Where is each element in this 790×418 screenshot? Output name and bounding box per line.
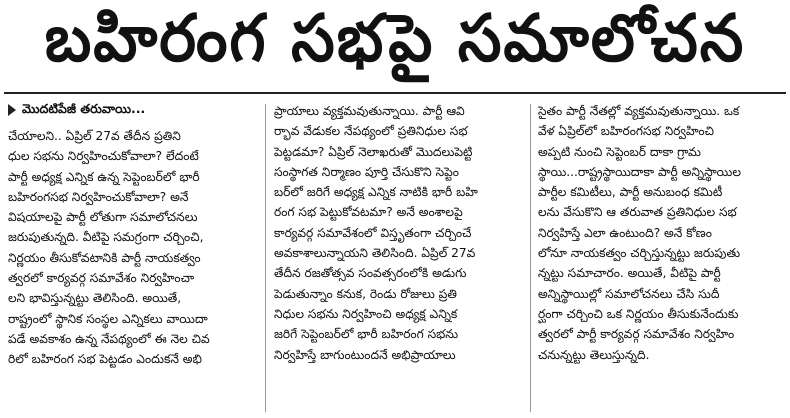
- text-line: లోనూ నాయకత్వం చర్చిస్తున్నట్టు జరుపుతు: [538, 246, 741, 261]
- text-line: రాష్ట్రంలో స్థానిక సంస్థల ఎన్నికలు వాయిదా: [8, 311, 208, 326]
- text-line: తేదీన రజతోత్సవ సంవత్సరంలోకి అడుగు: [274, 266, 467, 281]
- text-line: ర్భావ వేడుకల నేపథ్యంలో ప్రతినిధుల సభ: [274, 124, 468, 139]
- text-line: అవకాశాలున్నాయని తెలిసింది. ఏప్రిల్‌ 27వ: [274, 246, 476, 261]
- continuation-label: మొదటిపేజీ తరువాయి...: [22, 100, 146, 116]
- text-line: త్వరలో పార్టీ కార్యవర్గ సమావేశం నిర్వహిం: [538, 327, 735, 342]
- text-line: స్థాయి...రాష్ట్రస్థాయిదాకా పార్టీ అన్నిస్థాయిల: [538, 164, 741, 179]
- text-line: నిర్వహిస్తే ఎలా ఉంటుంది? అనే కోణం: [538, 225, 712, 240]
- headline-rule: [4, 92, 786, 94]
- text-line: న్నట్టు సమాచారం. అయితే, వీటిపై పార్టీ: [538, 266, 721, 281]
- text-line: వేళ ఏప్రిల్‌లో బహిరంగసభ నిర్వహించి: [538, 124, 714, 139]
- text-line: త్వరలో కార్యవర్గ సమావేశం నిర్వహించా: [8, 271, 195, 286]
- text-line: ధుల సభను నిర్వహించుకోవాలా? లేదంటే: [8, 149, 199, 164]
- text-line: లని భావిస్తున్నట్టు తెలిసింది. అయితే,: [8, 291, 182, 306]
- text-line: అప్పటి నుంచి సెప్టెంబర్‌ దాకా గ్రామ: [538, 144, 701, 159]
- column-divider: [530, 104, 531, 412]
- text-line: రిలో బహిరంగ సభ పెట్టడం ఎందుకనే అభి: [8, 352, 202, 367]
- text-line: విషయాలపై పార్టీ లోతుగా సమాలోచనలు: [8, 210, 198, 225]
- triangle-bullet-icon: [8, 104, 16, 116]
- text-line: ప్రాయాలు వ్యక్తమవుతున్నాయి. పార్టీ ఆవి: [274, 104, 465, 118]
- text-line: పార్టీ అధ్యక్ష ఎన్నిక ఉన్న సెప్టెంబర్‌లో భారీ: [8, 169, 200, 184]
- article-column-1: [8, 126, 255, 370]
- text-line: రంగ సభ పెట్టుకోవటమా? అనే అంశాలపై: [274, 205, 463, 220]
- text-line: బహిరంగసభ నిర్వహించుకోవాలా? అనే: [8, 189, 189, 204]
- text-line: పడే అవకాశం ఉన్న నేపథ్యంలో ఈ నెల చివ: [8, 331, 210, 346]
- text-line: చనున్నట్టు తెలుస్తున్నది.: [538, 347, 650, 362]
- text-line: నిర్ణయం తీసుకోవటానికి పార్టీ నాయకత్వం: [8, 250, 201, 265]
- headline: బహిరంగ సభపై సమాలోచన: [44, 0, 746, 77]
- text-line: జరిగే సెప్టెంబర్‌లో భారీ బహిరంగ సభను: [274, 327, 459, 342]
- text-line: కార్యవర్గ సమావేశంలో విస్తృతంగా చర్చించే: [274, 225, 472, 240]
- text-line: అన్నిస్థాయిల్లో సమాలోచనలు చేసి సుదీ: [538, 286, 720, 301]
- text-line: లను వేసుకొని ఆ తరువాత ప్రతినిధుల సభ: [538, 205, 737, 220]
- text-line: సంస్థాగత నిర్మాణం పూర్తి చేసుకొని సెప్టెం: [274, 164, 459, 179]
- column-divider: [265, 104, 266, 412]
- text-line: నిర్వహిస్తే బాగుంటుందనే అభిప్రాయాలు: [274, 347, 456, 362]
- text-line: బర్‌లో జరిగే అధ్యక్ష ఎన్నిక నాటికి భారీ బహి: [274, 185, 478, 200]
- text-line: పార్టీల కమిటీలు, పార్టీ అనుబంధ కమిటీ: [538, 185, 723, 200]
- text-line: పెడుతున్నాం కనుక, రెండు రోజులు ప్రతి: [274, 286, 457, 301]
- text-line: పెట్టడమా? ఏప్రిల్‌ నెలాఖరుతో మొదలుపెట్టి: [274, 144, 473, 159]
- text-line: నిధుల సభను నిర్వహించి అధ్యక్ష ఎన్నిక: [274, 306, 458, 321]
- text-line: ర్ఘంగా చర్చించి ఒక నిర్ణయం తీసుకునేందుకు: [538, 306, 739, 321]
- article-column-2: [274, 101, 521, 365]
- article-column-3: [538, 101, 785, 365]
- text-line: సైతం పార్టీ నేతల్లో వ్యక్తమవుతున్నాయి. ఒక: [538, 104, 740, 118]
- text-line: చేయాలని.. ఏప్రిల్‌ 27వ తేదీన ప్రతిని: [8, 129, 181, 143]
- text-line: జరుపుతున్నది. వీటిపై సమగ్రంగా చర్చించి,: [8, 230, 204, 245]
- continuation-marker: [8, 100, 145, 120]
